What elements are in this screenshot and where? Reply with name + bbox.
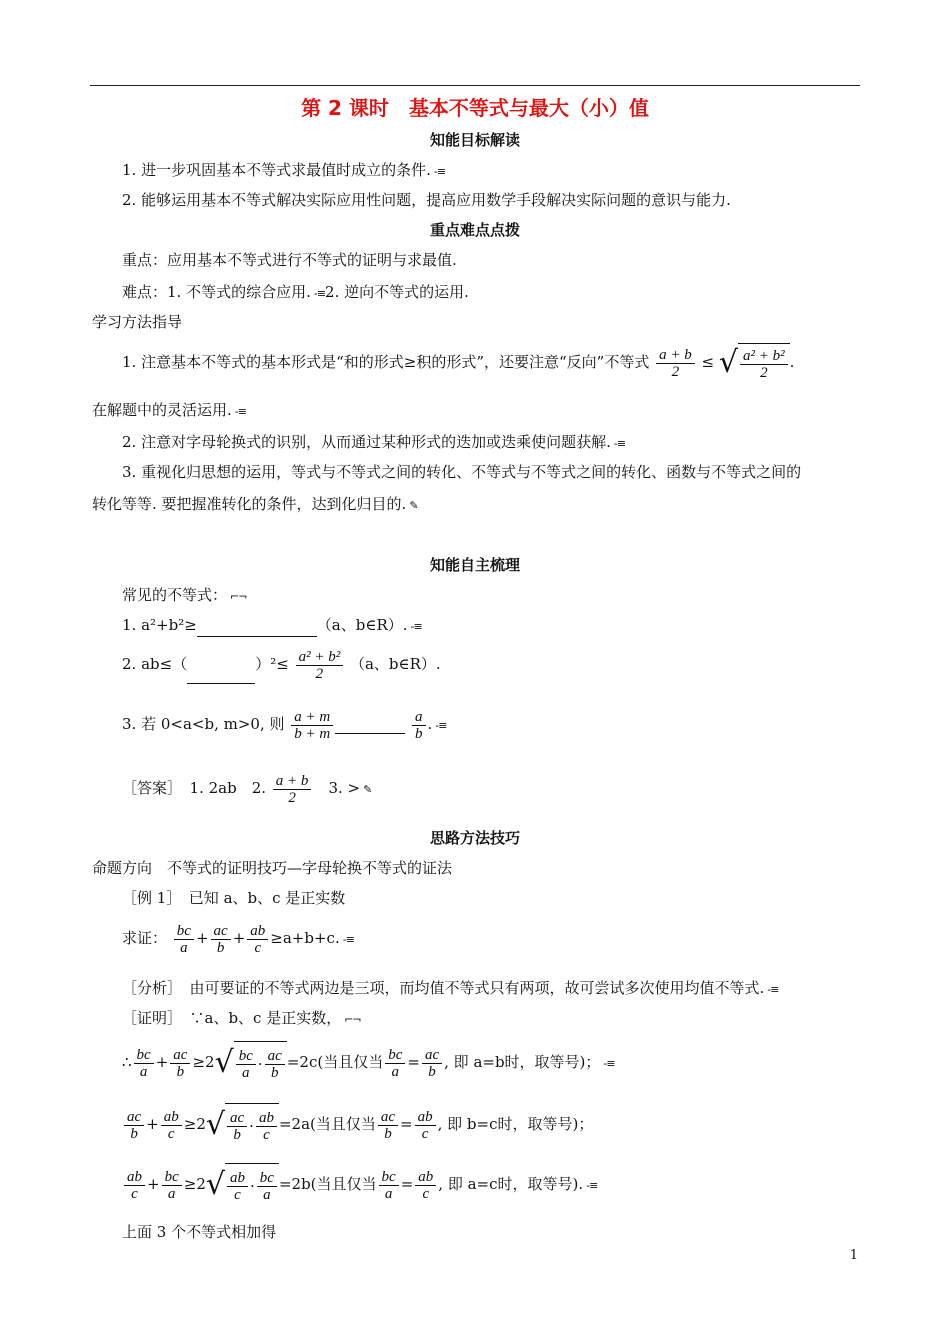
review-item-3: 3. 若 0<a<b, m>0, 则 $\frac{a + m}{b + m}$ $\frac{a}{b}$ . -≡ [122,708,447,742]
answer-blank-1[interactable] [197,620,317,637]
heading-review: 知能自主梳理 [429,556,520,574]
proof-start: ［证明］ ∵a、b、c 是正实数， ⌐¬ [122,1009,361,1027]
heading-objectives: 知能目标解读 [429,131,520,149]
answer-blank-2[interactable] [187,667,255,684]
page-title: 第 2 课时 基本不等式与最大（小）值 [301,96,649,120]
answer-line: ［答案］ 1. 2ab 2. $\frac{a + b}{2}$ 3. > ✎ [122,772,372,806]
method-2: 2. 注意对字母轮换式的识别，从而通过某种形式的迭加或迭乘使问题获解. -≡ [122,433,626,451]
page-number: 1 [849,1248,858,1263]
proof-step-2: $\frac{ac}{b}$ + $\frac{ab}{c}$ ≥2√ $\frac{ac}{b}$ · $\frac{ab}{c}$ =2a(当且仅当 $\frac{ac}{b}$ = $\frac{ab}{c}$ , 即 b=c时，取等号)； [122,1102,593,1148]
sqrt-mean-square: √ $\frac{\text{a² + b²}}{2}$ [719,342,790,384]
analysis-line: ［分析］ 由可要证的不等式两边是三项，而均值不等式只有两项，故可尝试多次使用均值不等式. -≡ [122,979,779,997]
heading-techniques: 思路方法技巧 [429,829,520,847]
objective-1: 1. 进一步巩固基本不等式求最值时成立的条件. -≡ [122,161,446,179]
method-1-cont: 在解题中的灵活运用. -≡ [92,401,246,419]
method-3: 3. 重视化归思想的运用，等式与不等式之间的转化、不等式与不等式之间的转化、函数与不等式之间的 [122,463,802,481]
key-point: 重点：应用基本不等式进行不等式的证明与求最值. [122,251,457,269]
sum-line: 上面 3 个不等式相加得 [122,1223,277,1241]
difficult-point: 难点：1. 不等式的综合应用. -≡2. 逆向不等式的运用. [122,283,469,301]
prove-line: 求证： $\frac{bc}{a}$ + $\frac{ac}{b}$ + $\frac{ab}{c}$ ≥a+b+c. -≡ [122,922,354,956]
answer-blank-3[interactable] [335,717,405,734]
common-inequalities: 常见的不等式： ⌐¬ [122,586,247,604]
proof-step-1: ∴ $\frac{bc}{a}$ + $\frac{ac}{b}$ ≥2√ $\frac{bc}{a}$ · $\frac{ac}{b}$ =2c(当且仅当 $\frac{bc}{a}$ = $\frac{ac}{b}$ , 即 a=b时，取等号)； -≡ [122,1040,615,1086]
objective-2: 2. 能够运用基本不等式解决实际应用性问题，提高应用数学手段解决实际问题的意识与能力. [122,191,731,209]
topic-line: 命题方向 不等式的证明技巧—字母轮换不等式的证法 [92,859,453,877]
method-3-cont: 转化等等. 要把握准转化的条件，达到化归目的. ✎ [92,495,418,513]
heading-method: 学习方法指导 [92,313,183,331]
fraction-mean: $\frac{a + b}{2}$ [656,347,695,380]
heading-key-points: 重点难点点拨 [429,221,520,239]
proof-step-3: $\frac{ab}{c}$ + $\frac{bc}{a}$ ≥2√ $\frac{ab}{c}$ · $\frac{bc}{a}$ =2b(当且仅当 $\frac{bc}{a}$ = $\frac{ab}{c}$ , 即 a=c时，取等号). -≡ [122,1162,597,1208]
header-rule [90,85,860,86]
review-item-1: 1. a²+b²≥ （a、b∈R）. -≡ [122,615,422,637]
method-1: 1. 注意基本不等式的基本形式是“和的形式≥积的形式”，还要注意“反向”不等式 $\frac{a + b}{2}$ ≤ √ $\frac{\text{a² + b²}}{2}$ . [122,342,794,384]
review-item-2: 2. ab≤（ ）²≤ $\frac{\text{a² + b²}}{2}$ （a、b∈R）. [122,644,441,684]
example-1: ［例 1］ 已知 a、b、c 是正实数 [122,889,346,907]
